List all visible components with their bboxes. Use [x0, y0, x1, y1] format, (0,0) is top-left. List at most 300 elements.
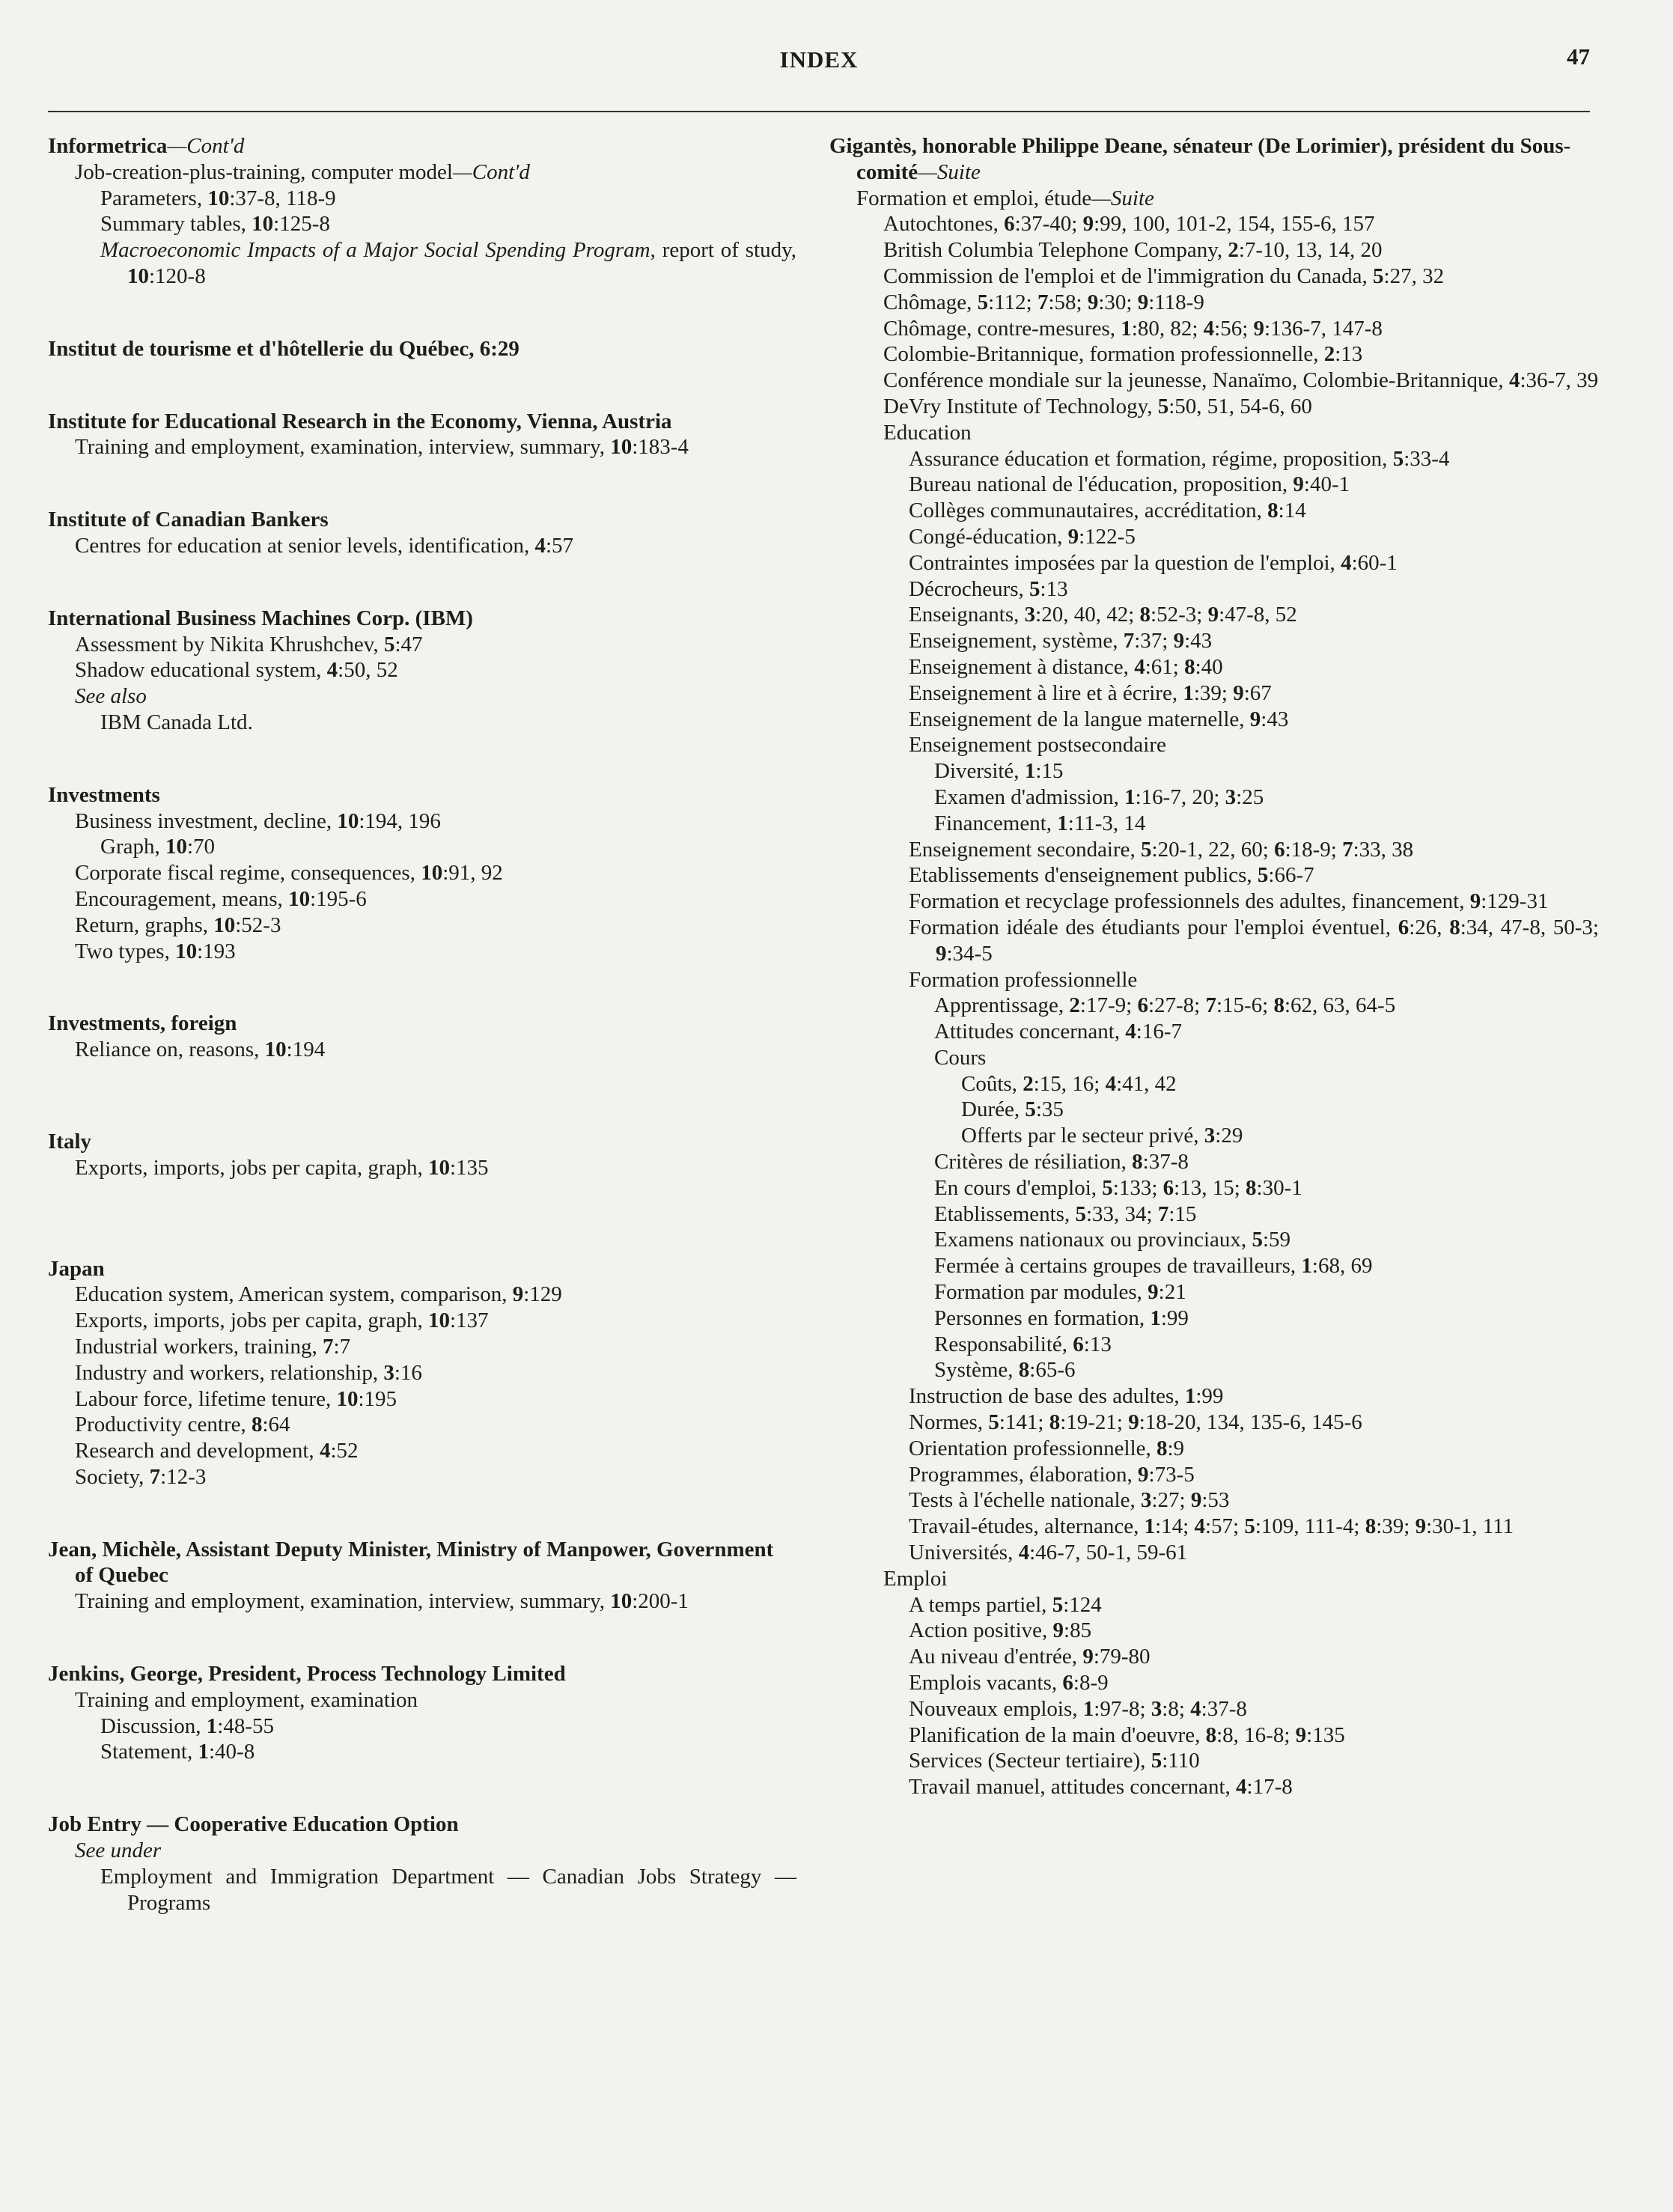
index-subentry [829, 1071, 1599, 1097]
entry-japan: Japan Education system, American system, comparison, 9:129 Exports, imports, jobs per capita, graph, 10:137 Industrial workers, training, 7:7 Industry and workers, relationship, 3:16 Labour force, lifetime tenure, 10:195 Productivity centre, 8:64 Research and development, 4:52 Society, 7:12-3 [48, 1256, 796, 1490]
page-reference: :33, 34; [1085, 1201, 1158, 1226]
page-reference: :99 [1160, 1305, 1189, 1330]
subentry-text: Chômage, contre-mesures, [883, 316, 1121, 341]
volume-number: 5 [1252, 1228, 1263, 1252]
page-reference: :7-10, 13, 14, 20 [1238, 238, 1383, 263]
volume-number: 1 [1124, 784, 1136, 809]
volume-number: 9 [1295, 1722, 1307, 1747]
index-subentry [829, 1722, 1599, 1749]
entry-informetrica: Informetrica—Cont'd Job-creation-plus-training, computer model—Cont'd Parameters, 10:37-8, 118-9 Summary tables, 10:125-8 Macroeconomic Impacts of a Major Social Spending Program, report of study, 10:120-8 [48, 134, 796, 288]
page-reference: :97-8; [1094, 1696, 1151, 1721]
subentry-text: Coûts, [961, 1071, 1023, 1096]
volume-number: 8 [1273, 993, 1285, 1018]
subentry-text: Instruction de base des adultes, [909, 1384, 1185, 1409]
volume-number: 5 [1075, 1201, 1086, 1226]
volume-number: 9 [1415, 1514, 1427, 1539]
page-reference: :85 [1064, 1618, 1092, 1643]
volume-number: 5 [1025, 1097, 1036, 1122]
volume-number: 9 [1293, 472, 1304, 497]
volume-number: 9 [1067, 524, 1079, 549]
subentry-text: Conférence mondiale sur la jeunesse, Nanaïmo, Colombie-Britannique, [883, 368, 1509, 393]
subentry-text: Enseignants, [909, 603, 1025, 627]
volume-number: 4 [1203, 316, 1215, 341]
volume-number: 9 [1082, 1645, 1094, 1669]
subentry-text: Enseignement de la langue maternelle, [909, 707, 1250, 731]
index-subentry [829, 1618, 1599, 1644]
volume-number: 4 [1018, 1541, 1030, 1565]
entry-heading: International Business Machines Corp. (IBM) [48, 606, 473, 630]
page-reference: :39; [1376, 1514, 1416, 1539]
volume-number: 9 [1137, 290, 1149, 314]
volume-number: 7 [1157, 1201, 1169, 1226]
entry-investments: Investments Business investment, decline, 10:194, 196 Graph, 10:70 Corporate fiscal regime, consequences, 10:91, 92 Encouragement, means, 10:195-6 Return, graphs, 10:52-3 Two types, 10:193 [48, 782, 796, 965]
index-subentry [829, 915, 1599, 967]
index-subentry [829, 211, 1599, 237]
entry-heading: Italy [48, 1129, 91, 1154]
entry-italy: Italy Exports, imports, jobs per capita, graph, 10:135 [48, 1129, 796, 1181]
volume-number: 1 [1150, 1305, 1161, 1330]
subentry-text: Enseignement à distance, [909, 654, 1135, 679]
subentry-text: Attitudes concernant, [934, 1020, 1126, 1044]
page-reference: :61; [1145, 654, 1185, 679]
subentry-list [829, 211, 1599, 1800]
index-subentry [829, 1566, 1599, 1592]
index-subentry [829, 784, 1599, 811]
page-reference: :66-7 [1268, 863, 1314, 888]
page-reference: :17-9; [1079, 993, 1138, 1018]
page-reference: :35 [1035, 1097, 1064, 1122]
page-reference: :19-21; [1060, 1410, 1129, 1435]
page-reference: :18-20, 134, 135-6, 145-6 [1139, 1410, 1362, 1435]
page-reference: :27; [1151, 1488, 1191, 1513]
volume-number: 6 [1274, 837, 1285, 862]
index-subentry [829, 837, 1599, 863]
entry-iere: Institute for Educational Research in the Economy, Vienna, Austria Training and employment, examination, interview, summary, 10:183-4 [48, 409, 796, 461]
entry-ibm: International Business Machines Corp. (IBM) Assessment by Nikita Khrushchev, 5:47 Shadow educational system, 4:50, 52 See also IBM Canada Ltd. [48, 606, 796, 736]
page-reference: :30-1 [1256, 1175, 1302, 1200]
index-subentry [829, 1774, 1599, 1800]
volume-number: 9 [1138, 1462, 1149, 1487]
index-subentry [829, 394, 1599, 420]
index-subentry [829, 654, 1599, 680]
page-reference: :37; [1134, 629, 1174, 653]
volume-number: 1 [1184, 1384, 1196, 1409]
subentry-text: Formation idéale des étudiants pour l'emploi éventuel, [909, 915, 1398, 939]
volume-number: 4 [1125, 1020, 1136, 1044]
page-reference: :141; [999, 1410, 1049, 1435]
index-subentry [829, 1462, 1599, 1488]
volume-number: 8 [1205, 1722, 1217, 1747]
page-reference: :9 [1167, 1436, 1185, 1460]
page-reference: :8-9 [1073, 1671, 1109, 1695]
subentry-text: Décrocheurs, [909, 576, 1030, 601]
index-subentry [829, 1357, 1599, 1383]
subentry-text: Système, [934, 1358, 1019, 1383]
entry-ittq [48, 336, 796, 362]
volume-number: 5 [1392, 446, 1404, 471]
page-reference: :20, 40, 42; [1035, 603, 1140, 627]
page-reference: :13 [1335, 342, 1363, 367]
volume-number: 5 [1102, 1175, 1113, 1200]
index-subentry [829, 732, 1599, 758]
volume-number: 1 [1057, 811, 1068, 835]
subentry-text: Apprentissage, [934, 993, 1070, 1018]
subentry-text: Examens nationaux ou provinciaux, [934, 1228, 1252, 1252]
volume-number: 3 [1024, 603, 1036, 627]
page-reference: :14 [1278, 499, 1306, 523]
volume-number: 8 [1132, 1150, 1143, 1174]
page-reference: :15 [1168, 1201, 1197, 1226]
page-reference: :16-7, 20; [1135, 784, 1225, 809]
page-reference: :122-5 [1079, 524, 1136, 549]
page-reference: :60-1 [1351, 550, 1398, 575]
subentry-text: Tests à l'échelle nationale, [909, 1488, 1141, 1513]
page-reference: :37-8 [1201, 1696, 1247, 1721]
subentry-text: Enseignement secondaire, [909, 837, 1142, 862]
page-reference: :40-1 [1303, 472, 1350, 497]
page-number: 47 [1567, 43, 1590, 70]
subentry-text: Cours [934, 1045, 987, 1070]
volume-number: 5 [1151, 1749, 1162, 1773]
volume-number: 5 [1257, 863, 1269, 888]
index-subentry [829, 602, 1599, 628]
index-subentry [829, 1436, 1599, 1462]
page-reference: :46-7, 50-1, 59-61 [1029, 1541, 1188, 1565]
index-subentry [829, 472, 1599, 498]
volume-number: 1 [1183, 680, 1194, 705]
page-reference: :47-8, 52 [1219, 603, 1297, 627]
page-reference: :43 [1184, 629, 1213, 653]
volume-number: 6 [1137, 993, 1148, 1018]
index-subentry [829, 1097, 1599, 1123]
subentry-text: Orientation professionnelle, [909, 1436, 1157, 1460]
index-subentry [829, 889, 1599, 915]
page-reference: :118-9 [1148, 290, 1204, 314]
volume-number: 5 [1052, 1592, 1064, 1617]
page-reference: :26, [1409, 915, 1450, 939]
entry-heading: Job Entry — Cooperative Education Option [48, 1812, 459, 1837]
page-header [48, 43, 1590, 76]
volume-number: 2 [1023, 1071, 1034, 1096]
volume-number: 6 [1004, 212, 1015, 237]
index-subentry [829, 368, 1599, 394]
volume-number: 8 [1365, 1514, 1377, 1539]
volume-number: 6 [1162, 1175, 1174, 1200]
running-head: INDEX [779, 46, 859, 73]
volume-number: 9 [1469, 889, 1481, 914]
subentry-text: Critères de résiliation, [934, 1150, 1133, 1174]
volume-number: 3 [1225, 784, 1237, 809]
entry-heading: Jenkins, George, President, Process Technology Limited [48, 1662, 566, 1687]
volume-number: 9 [1207, 603, 1219, 627]
volume-number: 3 [1204, 1124, 1216, 1148]
subentry-text: Bureau national de l'éducation, proposition, [909, 472, 1293, 497]
index-subentry [829, 1540, 1599, 1566]
page-reference: :136-7, 147-8 [1264, 316, 1383, 341]
subentry-text: Assurance éducation et formation, régime, proposition, [909, 446, 1393, 471]
page-reference: :53 [1201, 1488, 1230, 1513]
entry-heading: Institute of Canadian Bankers [48, 508, 329, 532]
index-subentry [829, 628, 1599, 654]
volume-number: 7 [1037, 290, 1049, 314]
page-reference: :30-1, 111 [1426, 1514, 1514, 1539]
page-reference: :109, 111-4; [1255, 1514, 1365, 1539]
index-subentry [829, 1305, 1599, 1332]
subentry-text: Contraintes imposées par la question de l'emploi, [909, 550, 1341, 575]
subentry-text: Nouveaux emplois, [909, 1696, 1083, 1721]
page-reference: :40 [1195, 654, 1223, 679]
volume-number: 4 [1341, 550, 1352, 575]
index-subentry [829, 1410, 1599, 1436]
page-reference: :29 [1215, 1124, 1243, 1148]
right-column [829, 133, 1599, 1800]
page-reference: :58; [1048, 290, 1088, 314]
volume-number: 4 [1190, 1696, 1201, 1721]
subentry-text: Planification de la main d'oeuvre, [909, 1722, 1206, 1747]
index-subentry [829, 524, 1599, 550]
index-subentry [829, 420, 1599, 446]
page-reference: :34, 47-8, 50-3; [1460, 915, 1599, 939]
page-reference: :27-8; [1148, 993, 1206, 1018]
volume-number: 4 [1105, 1071, 1117, 1096]
index-subentry [829, 1332, 1599, 1358]
index-subentry [829, 550, 1599, 576]
volume-number: 3 [1151, 1696, 1162, 1721]
volume-number: 5 [1029, 576, 1040, 601]
page-reference: :17-8 [1246, 1775, 1293, 1800]
page-reference: :124 [1063, 1592, 1102, 1617]
volume-number: 7 [1342, 837, 1353, 862]
subentry-text: A temps partiel, [909, 1592, 1052, 1617]
page-reference: :135 [1306, 1722, 1345, 1747]
entry-heading: Investments [48, 782, 160, 807]
volume-number: 3 [1140, 1488, 1152, 1513]
page-reference: :133; [1112, 1175, 1163, 1200]
volume-number: 8 [1049, 1410, 1061, 1435]
entry-jean: Jean, Michèle, Assistant Deputy Minister, Ministry of Manpower, Government of Quebec Training and employment, examination, interview, summary, 10:200-1 [48, 1537, 796, 1615]
subentry-text: En cours d'emploi, [934, 1175, 1103, 1200]
page-reference: :36-7, 39 [1520, 368, 1599, 393]
subentry-text: Autochtones, [883, 212, 1005, 237]
volume-number: 8 [1267, 499, 1279, 523]
subentry-text: British Columbia Telephone Company, [883, 238, 1228, 263]
subentry-text: Examen d'admission, [934, 784, 1125, 809]
index-subentry [829, 1696, 1599, 1722]
volume-number: 9 [1082, 212, 1094, 237]
entry-job-entry: Job Entry — Cooperative Education Option See under Employment and Immigration Department — Canadian Jobs Strategy — Programs [48, 1812, 796, 1915]
page-reference: :21 [1158, 1280, 1186, 1305]
volume-number: 4 [1236, 1775, 1247, 1800]
index-subentry [829, 1149, 1599, 1175]
subentry-text: Enseignement postsecondaire [909, 733, 1166, 758]
volume-number: 1 [1082, 1696, 1094, 1721]
index-subentry [829, 707, 1599, 733]
index-subentry [829, 758, 1599, 784]
subentry-text: Formation et recyclage professionnels des adultes, financement, [909, 889, 1470, 914]
page-reference: :25 [1236, 784, 1264, 809]
entry-heading: Institute for Educational Research in the Economy, Vienna, Austria [48, 409, 672, 433]
subentry-text: Action positive, [909, 1618, 1053, 1643]
page-reference: :67 [1243, 680, 1272, 705]
page-reference: :80, 82; [1131, 316, 1204, 341]
page-reference: :112; [988, 290, 1037, 314]
index-subentry [829, 1201, 1599, 1228]
subentry-text: Etablissements, [934, 1201, 1076, 1226]
subentry-text: Universités, [909, 1541, 1019, 1565]
subentry-text: Travail manuel, attitudes concernant, [909, 1775, 1237, 1800]
page-reference: :52-3; [1151, 603, 1208, 627]
index-subentry [829, 316, 1599, 342]
volume-number: 4 [1194, 1514, 1205, 1539]
volume-number: 6 [1398, 915, 1410, 939]
page-reference: :30; [1098, 290, 1138, 314]
subentry-text: Au niveau d'entrée, [909, 1645, 1083, 1669]
index-subentry [829, 498, 1599, 524]
subentry-text: Emploi [883, 1566, 948, 1591]
subentry-text: Enseignement à lire et à écrire, [909, 680, 1183, 705]
volume-number: 6 [1073, 1332, 1084, 1356]
index-subentry [829, 1670, 1599, 1696]
entry-jenkins: Jenkins, George, President, Process Technology Limited Training and employment, examination Discussion, 1:48-55 Statement, 1:40-8 [48, 1661, 796, 1765]
index-subentry [829, 341, 1599, 368]
page-reference: :11-3, 14 [1067, 811, 1146, 835]
page-reference: :62, 63, 64-5 [1285, 993, 1396, 1018]
index-subentry [829, 1123, 1599, 1149]
page-reference: :13 [1083, 1332, 1112, 1356]
subentry-text: Offerts par le secteur privé, [961, 1124, 1204, 1148]
volume-number: 4 [1134, 654, 1145, 679]
subentry-text: Etablissements d'enseignement publics, [909, 863, 1258, 888]
page-reference: :27, 32 [1383, 263, 1445, 288]
entry-heading: Gigantès, honorable Philippe Deane, sénateur (De Lorimier), président du Sous-comité [829, 134, 1571, 184]
entry-heading: Japan [48, 1256, 105, 1281]
index-subentry [829, 237, 1599, 263]
index-subentry [829, 811, 1599, 837]
index-subentry [829, 1592, 1599, 1618]
index-subentry [829, 1644, 1599, 1670]
index-subentry [829, 1045, 1599, 1071]
subentry-text: Collèges communautaires, accréditation, [909, 499, 1268, 523]
volume-number: 1 [1121, 316, 1132, 341]
page-reference: :50, 51, 54-6, 60 [1168, 394, 1312, 418]
entry-heading: Institut de tourisme et d'hôtellerie du Québec, 6:29 [48, 336, 519, 361]
volume-number: 8 [1449, 915, 1460, 939]
index-subentry [829, 1487, 1599, 1514]
index-subentry [829, 1019, 1599, 1045]
index-subentry [829, 680, 1599, 707]
volume-number: 5 [1157, 394, 1169, 418]
subentry-text: Colombie-Britannique, formation professionnelle, [883, 342, 1324, 367]
index-subentry [829, 263, 1599, 290]
volume-number: 5 [1373, 263, 1384, 288]
volume-number: 1 [1024, 759, 1036, 784]
index-subentry [829, 1227, 1599, 1253]
page-reference: :33-4 [1404, 446, 1450, 471]
subentry-text: Formation professionnelle [909, 967, 1138, 992]
volume-number: 9 [1249, 707, 1261, 731]
page-reference: :34-5 [946, 941, 993, 966]
subentry-text: Personnes en formation, [934, 1305, 1151, 1330]
volume-number: 1 [1144, 1514, 1156, 1539]
entry-heading: Informetrica [48, 134, 168, 158]
page-reference: :99, 100, 101-2, 154, 155-6, 157 [1094, 212, 1375, 237]
volume-number: 7 [1205, 993, 1216, 1018]
page-reference: :20-1, 22, 60; [1151, 837, 1275, 862]
volume-number: 7 [1123, 629, 1135, 653]
index-subentry [829, 1253, 1599, 1279]
page-reference: :129-31 [1481, 889, 1549, 914]
subentry-text: Travail-études, alternance, [909, 1514, 1145, 1539]
subentry-text: Chômage, [883, 290, 978, 314]
page-reference: :59 [1262, 1228, 1290, 1252]
index-subentry [829, 862, 1599, 889]
page-reference: :41, 42 [1116, 1071, 1177, 1096]
page-reference: :13, 15; [1174, 1175, 1246, 1200]
subentry-text: DeVry Institute of Technology, [883, 394, 1158, 418]
left-column [48, 133, 796, 1962]
volume-number: 2 [1228, 238, 1239, 263]
page-reference: :99 [1195, 1384, 1224, 1409]
volume-number: 5 [977, 290, 989, 314]
volume-number: 8 [1157, 1436, 1168, 1460]
volume-number: 5 [1141, 837, 1152, 862]
index-subentry [829, 1383, 1599, 1410]
volume-number: 9 [1253, 316, 1265, 341]
entry-gigantes: Gigantès, honorable Philippe Deane, sénateur (De Lorimier), président du Sous-comité—Suite Formation et emploi, étude—Suite Autochtones, 6:37-40; 9:99, 100, 101-2, 154, 155-6, 157 British Columbia Telephone Company, 2:7-10, 13, 14, 20 Commission de l'emploi et de l'immigration du Canada, 5:27, 32 Chômage, 5:112; 7:58; 9:30; 9:118-9 Chômage, contre-mesures, 1:80, 82; 4:56; 9:136-7, 147-8 Colombie-Britannique, formation professionnelle, 2:13 Conférence mondiale sur la jeunesse, Nanaïmo, Colombie-Britannique, 4:36-7, 39 DeVry Institute of Technology, 5:50, 51, 54-6, 60 Education Assurance éducation et formation, régime, proposition, 5:33-4 Bureau national de l'éducation, proposition, 9:40-1 Collèges communautaires, accréditation, 8:14 Congé-éducation, 9:122-5 Contraintes imposées par la question de l'emploi, 4:60-1 Décrocheurs, 5:13 Enseignants, 3:20, 40, 42; 8:52-3; 9:47-8, 52 Enseignement, système, 7:37; 9:43 Enseignement à distance, 4:61; 8:40 Enseignement à lire et à écrire, 1:39; 9:67 Enseignement de la langue maternelle, 9:43 Enseignement postsecondaire Diversité, 1:15 Examen d'admission, 1:16-7, 20; 3:25 Financement, 1:11-3, 14 Enseignement secondaire, 5:20-1, 22, 60; 6:18-9; 7:33, 38 Etablissements d'enseignement publics, 5:66-7 Formation et recyclage professionnels des adultes, financement, 9:129-31 Formation idéale des étudiants pour l'emploi éventuel, 6:26, 8:34, 47-8, 50-3; 9:34-5 Formation professionnelle Apprentissage, 2:17-9; 6:27-8; 7:15-6; 8:62, 63, 64-5 Attitudes concernant, 4:16-7 Cours Coûts, 2:15, 16; 4:41, 42 Durée, 5:35 Offerts par le secteur privé, 3:29 Critères de résiliation, 8:37-8 En cours d'emploi, 5:133; 6:13, 15; 8:30-1 Etablissements, 5:33, 34; 7:15 Examens nationaux ou provinciaux, 5:59 Fermée à certains groupes de travailleurs, 1:68, 69 Formation par modules, 9:21 Personnes en formation, 1:99 Responsabilité, 6:13 Système, 8:65-6 Instruction de base des adultes, 1:99 Normes, 5:141; 8:19-21; 9:18-20, 134, 135-6, 145-6 Orientation professionnelle, 8:9 Programmes, élaboration, 9:73-5 Tests à l'échelle nationale, 3:27; 9:53 Travail-études, alternance, 1:14; 4:57; 5:109, 111-4; 8:39; 9:30-1, 111 Universités, 4:46-7, 50-1, 59-61 Emploi A temps partiel, 5:124 Action positive, 9:85 Au niveau d'entrée, 9:79-80 Emplois vacants, 6:8-9 Nouveaux emplois, 1:97-8; 3:8; 4:37-8 Planification de la main d'oeuvre, 8:8, 16-8; 9:135 Services (Secteur tertiaire), 5:110 Travail manuel, attitudes concernant, 4:17-8 [829, 134, 1599, 1800]
subentry-text: Responsabilité, [934, 1332, 1073, 1356]
entry-heading: Investments, foreign [48, 1011, 237, 1036]
volume-number: 8 [1018, 1358, 1030, 1383]
page-reference: :14; [1155, 1514, 1195, 1539]
page-reference: :8, 16-8; [1216, 1722, 1296, 1747]
volume-number: 9 [1128, 1410, 1139, 1435]
page-reference: :15-6; [1216, 993, 1274, 1018]
volume-number: 1 [1301, 1254, 1312, 1279]
subentry-text: Education [883, 420, 972, 445]
entry-heading: Jean, Michèle, Assistant Deputy Minister, Ministry of Manpower, Government of Quebec [48, 1537, 774, 1588]
volume-number: 5 [988, 1410, 999, 1435]
volume-number: 8 [1139, 603, 1151, 627]
volume-number: 9 [1052, 1618, 1064, 1643]
page-reference: :37-40; [1014, 212, 1083, 237]
index-subentry [829, 290, 1599, 316]
index-subentry [829, 967, 1599, 993]
subentry-text: Fermée à certains groupes de travailleurs, [934, 1254, 1302, 1279]
subentry-text: Diversité, [934, 759, 1025, 784]
page-reference: :8; [1162, 1696, 1191, 1721]
entry-investments-foreign: Investments, foreign Reliance on, reasons, 10:194 [48, 1011, 796, 1063]
page-reference: :33, 38 [1353, 837, 1414, 862]
subentry-text: Durée, [961, 1097, 1026, 1122]
volume-number: 6 [1062, 1671, 1073, 1695]
index-subentry [829, 1279, 1599, 1305]
page-reference: :39; [1193, 680, 1234, 705]
subentry-text: Formation par modules, [934, 1280, 1148, 1305]
volume-number: 9 [1233, 680, 1244, 705]
page-reference: :18-9; [1285, 837, 1343, 862]
page-reference: :65-6 [1029, 1358, 1076, 1383]
volume-number: 4 [1508, 368, 1520, 393]
volume-number: 9 [1190, 1488, 1202, 1513]
index-subentry [829, 446, 1599, 472]
page-reference: :43 [1261, 707, 1289, 731]
entry-icb: Institute of Canadian Bankers Centres for education at senior levels, identification, 4:57 [48, 507, 796, 559]
volume-number: 8 [1246, 1175, 1257, 1200]
subentry-text: Financement, [934, 811, 1058, 835]
index-subentry [829, 993, 1599, 1019]
volume-number: 9 [1087, 290, 1099, 314]
volume-number: 2 [1323, 342, 1335, 367]
